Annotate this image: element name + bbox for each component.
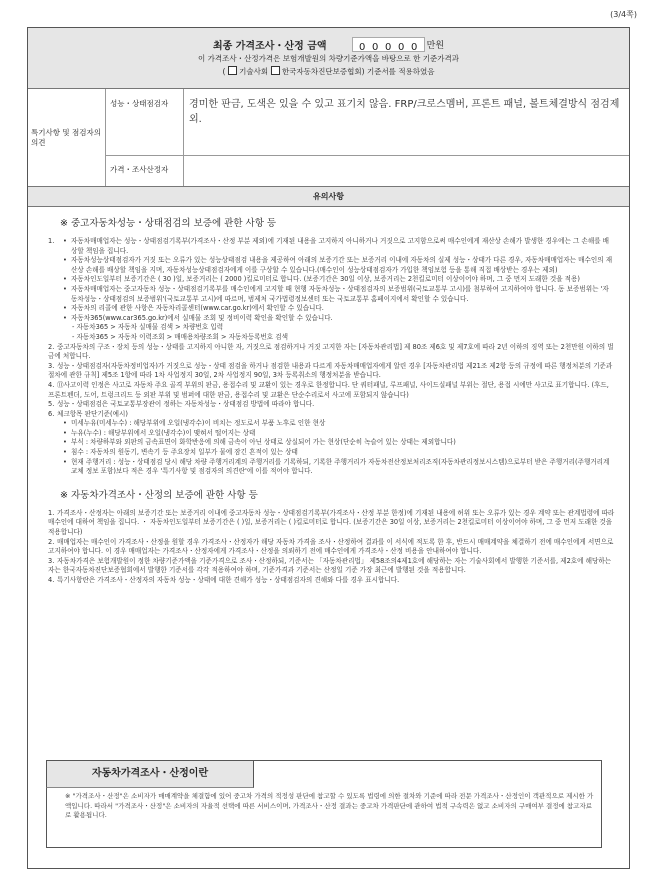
price-digit: 0 <box>371 42 379 53</box>
appraisal-info-text: ※ "가격조사・산정"은 소비자가 매매계약을 체결함에 있어 중고차 가격의 적정성 판단에 참고할 수 있도록 법령에 의한 절차와 기준에 따라 전문 가격조사・산정인이 객관적으로 제시한 가액입니다. 따라서 "가격조사・산정"은 소비자의 자율적 선택에 따른 서비스이며, 가격조사・산정 결과는 중고차 가격판단에 관하여 법적 구속력은 없고 소비자의 구매여부 결정에 참고자료로 활용됩니다. <box>65 792 594 820</box>
criteria-bullet: • 현재 주행거리 : 성능・상태점검 당시 해당 차량 주행거리계의 주행거리를 기록하되, 기록한 주행거리가 자동차전산정보처리조직(자동차관리정보시스템)으로부터 받은 주행거리(주행거리계 교체 정보 포함)보다 적은 경우 '특기사항 및 점검자의 의견란'에 이를 적어야 합니다. <box>63 458 615 477</box>
section2-item <box>48 509 615 538</box>
item-text: 체크항목 판단기준(예시) <box>57 409 128 418</box>
price-digit: 0 <box>358 42 366 53</box>
section1-item <box>48 381 615 400</box>
section1-item <box>48 343 615 362</box>
item-text: 가격조사・산정자는 아래의 보증기간 또는 보증거리 이내에 중고자동차 성능・상태점검기록부(가격조사・산정 부분 한정)에 기재된 내용에 허위 또는 오류가 있는 경우 계약 또는 관계법령에 따라 매수인에 대하여 책임을 집니다. ・ 자동차인도일부터 보증기간은 ( )일, 보증거리는 ( )킬로미터로 합니다. (보증기간은 30일 이상, 보증거리는 2천킬로미터 이상이어야 하며, 그 중 먼저 도래한 것을 적용합니다) <box>48 508 615 537</box>
warranty-bullet: • 자동차매매업자는 중고자동차 성능・상태점검기록부를 매수인에게 고지할 때 현행 자동차성능・상태점검자의 보증범위(국토교통부 고시)를 첨부하여 고지하여야 합니다. 동 보증범위는 '자동차성능・상태점검의 보증범위'(국토교통부 고시)에 따르며, 범제처 국가법령정보센터 또는 국토교통부 홈페이지에서 확인할 수 있습니다. <box>63 285 615 304</box>
inspector-label: 성능・상태점검자 <box>106 89 184 155</box>
item-number: 2. <box>48 342 55 351</box>
inspector-opinion-label: 특기사항 및 점검자의 의견 <box>28 89 106 186</box>
warranty-bullet: • 자동차매매업자는 성능・상태점검기록부(가격조사・산정 부분 제외)에 기재된 내용을 고지하지 아니하거나 거짓으로 고지함으로써 매수인에게 재산상 손해가 발생한 경우에는 그 손해를 배상할 책임을 집니다. <box>63 237 615 256</box>
item-text: 매매업자는 매수인이 가격조사・산정을 원할 경우 가격조사・산정자가 해당 자동차 가격을 조사・산정하여 결과를 이 서식에 적도록 한 후, 반드시 매매계약을 체결하기 전에 매수인에게 서면으로 고지하여야 합니다. 이 경우 매매업자는 가격조사・산정자에게 가격조사・산정을 의뢰하기 전에 매수인에게 가격조사・산정 비용을 안내하여야 합니다. <box>48 537 614 556</box>
checkbox-kadia[interactable] <box>271 66 280 75</box>
warranty-bullet: • 자동차의 리콜에 관한 사항은 자동차리콜센터(www.car.go.kr)에서 확인할 수 있습니다. <box>63 304 615 314</box>
criteria-bullet: • 미세누유(미세누수) : 해당부위에 오일(냉각수)이 비치는 정도로서 부품 노후로 인한 현상 <box>63 419 615 429</box>
item-number: 3. <box>48 361 55 370</box>
price-digit: 0 <box>410 42 418 53</box>
criteria-bullet: • 침수 : 자동차의 원동기, 변속기 등 주요장치 일부가 물에 잠긴 흔적이 있는 상태 <box>63 448 615 458</box>
section2-item <box>48 538 615 557</box>
appraisal-info-title: 자동차가격조사・산정이란 <box>46 760 254 788</box>
page-number: (3/4쪽) <box>610 10 637 19</box>
checkbox-technician-society[interactable] <box>228 66 237 75</box>
criteria-bullet: • 누유(누수) : 해당부위에서 오일(냉각수)이 맺혀서 떨어지는 상태 <box>63 429 615 439</box>
warranty-bullet: • 자동차성능상태점검자가 거짓 또는 오류가 있는 성능상태점검 내용을 제공하여 아래의 보증기간 또는 보증거리 이내에 자동차의 실제 성능・상태가 다른 경우, 자동차매매업자는 매수인의 재산상 손해를 배상할 책임을 지며, 자동차성능상태점검자에게 이를 구상할 수 있습니다.(매수인이 성능상태점검자가 가입한 책임보험 등을 통해 직접 배상받는 경우는 제외) <box>63 256 615 275</box>
warranty-bullet: • 자동차인도일부터 보증기간은 ( 30 )일, 보증거리는 ( 2000 )킬로미터로 합니다. (보증기간은 30일 이상, 보증거리는 2천킬로미터 이상이어야 하며, 그 중 먼저 도래한 것을 적용) <box>63 275 615 285</box>
standard-note-line2 <box>28 66 629 77</box>
section1-item <box>48 400 615 410</box>
item-text: 성능・상태점검자(자동차정비업자)가 거짓으로 성능・상태 점검을 하거나 점검한 내용과 다르게 자동차매매업자에게 알린 경우 [자동차관리법 제21조 제2항 등의 규정에 따른 행정처분의 기준과 절차에 관한 규칙] 제5조 1항에 따라 1차 사업정지 30일, 2차 사업정지 90일, 3차 등록취소의 행정처분을 받습니다. <box>48 361 613 380</box>
item-number: 6. <box>48 409 55 418</box>
price-digit: 0 <box>384 42 392 53</box>
section2-item <box>48 557 615 576</box>
standard-note-line1: 이 가격조사・산정가격은 보험개발원의 차량기준가액을 바탕으로 한 기준가격과 <box>198 54 459 63</box>
warranty-subline: - 자동차365 > 자동차 이력조회 > 매매용차량조회 > 자동차등록번호 검색 <box>72 332 289 341</box>
standard-note-suffix: ) 기준서를 적용하였음 <box>361 67 435 76</box>
item-text: 중고자동차의 구조・장치 등의 성능・상태를 고지하지 아니한 자, 거짓으로 점검하거나 거짓 고지한 자는 [자동차관리법] 제 80조 제6호 및 제7호에 따라 2년 이하의 징역 또는 2천만원 이하의 벌금에 처합니다. <box>48 342 614 361</box>
price-digits <box>352 37 425 52</box>
appraiser-label: 가격・조사산정자 <box>106 155 184 186</box>
item-number: 1. <box>48 508 55 517</box>
inspector-opinion-text: 경미한 판금, 도색은 있을 수 있고 표기치 않음. FRP/크로스멤버, 프론트 패널, 볼트체결방식 점검제외. <box>189 99 620 125</box>
item-number: 3. <box>48 556 55 565</box>
item-number: 4. <box>48 576 55 584</box>
option-technician-society: 기술사회 <box>239 67 269 76</box>
item-number: 1. <box>48 237 55 245</box>
item-text: ⑪사고이력 인정은 사고로 자동차 주요 골격 부위의 판금, 용접수리 및 교환이 있는 경우로 한정합니다. 단 쿼터패널, 루프패널, 사이드실패널 부위는 절단, 용접 시에만 사고로 표기합니다. (후드, 프론트펜더, 도어, 트렁크리드 등 외판 부위 및 범퍼에 대한 판금, 용접수리 및 교환은 단순수리로서 사고에 포함되지 않습니다) <box>48 380 609 399</box>
criteria-bullet: • 부식 : 차량하부와 외판의 금속표면이 화학반응에 의해 금속이 아닌 상태로 상실되어 가는 현상(단순히 녹슬어 있는 상태는 제외합니다) <box>63 438 615 448</box>
section1-item <box>48 410 615 420</box>
option-kadia: 한국자동차진단보증협회 <box>281 67 362 76</box>
record-form <box>27 27 630 869</box>
inspector-opinion-section <box>28 89 629 187</box>
section2-item <box>48 576 615 586</box>
item-number: 5. <box>48 400 55 409</box>
item-text: 특기사항란은 가격조사・산정자의 자동차 성능・상태에 대한 견해가 성능・상태점검자의 견해와 다를 경우 표시합니다. <box>57 576 400 584</box>
item-text: 성능・상태점검은 국토교통부장관이 정하는 자동차성능・상태점검 방법에 따라야 합니다. <box>57 400 315 409</box>
appraiser-opinion-text <box>184 155 629 186</box>
item-number: 4. <box>48 380 55 389</box>
appraiser-row <box>106 155 629 186</box>
item-number: 2. <box>48 537 55 546</box>
inspector-row <box>106 89 629 156</box>
section1-item <box>48 362 615 381</box>
price-digit: 0 <box>397 42 405 53</box>
final-price-header <box>28 28 629 89</box>
price-unit: 만원 <box>426 41 445 51</box>
final-price-title: 최종 가격조사・산정 금액 <box>212 41 327 52</box>
item-text: 자동차가격은 보험개발원이 정한 차량기준가액을 기준가격으로 조사・산정하되, 기준서는 「자동차관리법」 제58조의4제1호에 해당하는 자는 기술사회에서 발행한 기준서를, 제2호에 해당하는 자는 한국자동차진단보증협회에서 발행한 기준서를 각각 적용하여야 하며, 기준가격과 기준서는 산정일 기준 가장 최근에 발행된 것을 적용합니다. <box>48 556 612 575</box>
section1-title: ※ 중고자동차성능・상태점검의 보증에 관한 사항 등 <box>60 218 277 229</box>
notes-heading: 유의사항 <box>28 187 629 207</box>
paren-open: ( <box>222 67 226 76</box>
warranty-subline: - 자동차365 > 자동차 실매물 검색 > 차량번호 입력 <box>72 323 224 332</box>
warranty-bullet: • 자동차365(www.car365.go.kr)에서 실매물 조회 및 정비이력 확인을 확인할 수 있습니다. <box>63 314 615 324</box>
appraisal-info-box <box>46 760 602 848</box>
section2-title: ※ 자동차가격조사・산정의 보증에 관한 사항 등 <box>60 489 258 501</box>
